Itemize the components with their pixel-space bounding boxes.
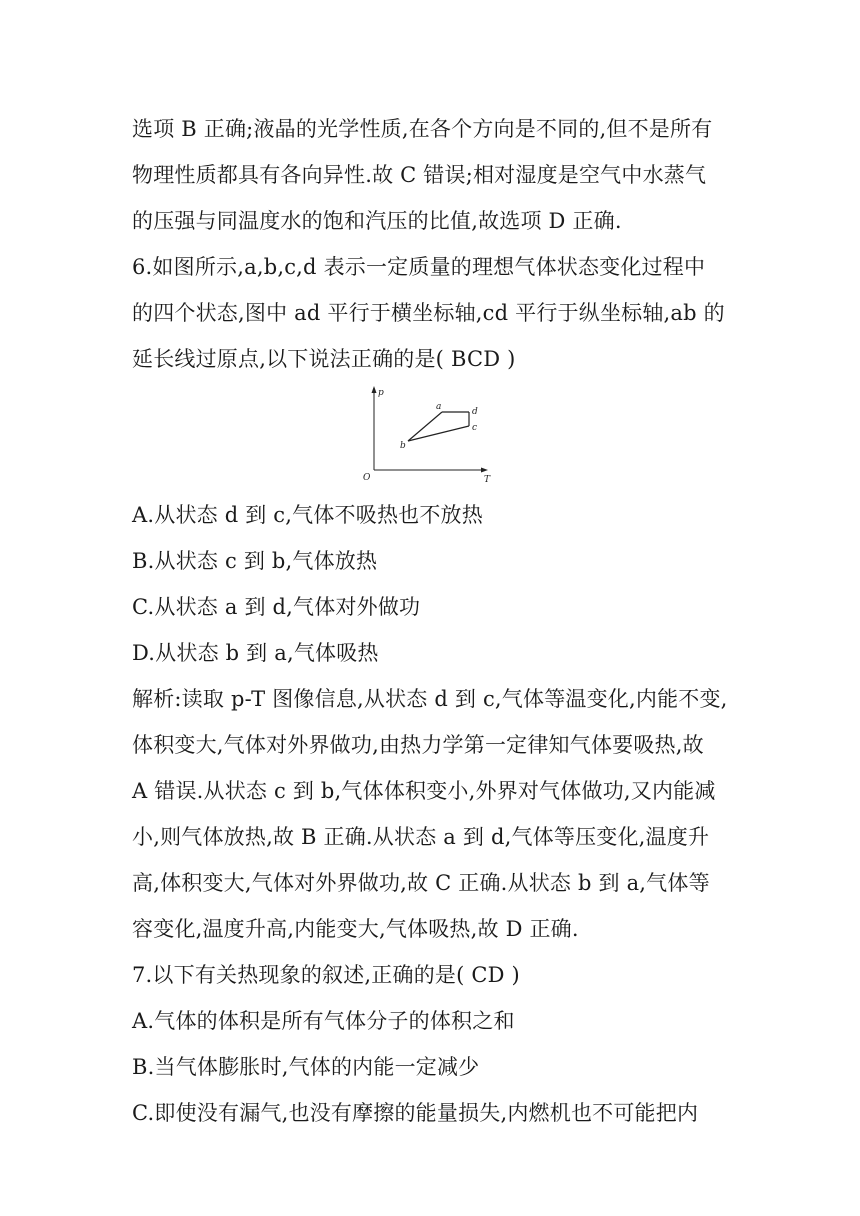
question-6-stem: 6.如图所示,a,b,c,d 表示一定质量的理想气体状态变化过程中 — [132, 255, 706, 279]
point-c-label: c — [472, 423, 478, 433]
text-line: 选项 B 正确;液晶的光学性质,在各个方向是不同的,但不是所有 — [132, 117, 713, 141]
analysis-line: 解析:读取 p-T 图像信息,从状态 d 到 c,气体等温变化,内能不变, — [132, 687, 728, 711]
t-axis-label: T — [484, 475, 491, 485]
q7-option-b: B.当气体膨胀时,气体的内能一定减少 — [132, 1055, 480, 1079]
p-axis-label: p — [378, 388, 384, 398]
analysis-line: 高,体积变大,气体对外界做功,故 C 正确.从状态 b 到 a,气体等 — [132, 871, 710, 895]
analysis-line: 容变化,温度升高,内能变大,气体吸热,故 D 正确. — [132, 917, 579, 941]
option-d: D.从状态 b 到 a,气体吸热 — [132, 641, 379, 665]
text-line: 的四个状态,图中 ad 平行于横坐标轴,cd 平行于纵坐标轴,ab 的 — [132, 301, 725, 325]
text-line: 延长线过原点,以下说法正确的是( BCD ) — [132, 347, 516, 371]
t-axis-arrow-icon — [481, 468, 488, 473]
point-b-label: b — [400, 441, 406, 451]
q7-option-c: C.即使没有漏气,也没有摩擦的能量损失,内燃机也不可能把内 — [132, 1101, 699, 1125]
q7-option-a: A.气体的体积是所有气体分子的体积之和 — [132, 1009, 515, 1033]
question-7-stem: 7.以下有关热现象的叙述,正确的是( CD ) — [132, 963, 520, 987]
option-a: A.从状态 d 到 c,气体不吸热也不放热 — [132, 503, 483, 527]
point-a-label: a — [436, 402, 442, 412]
document-page — [132, 106, 742, 1136]
analysis-line: 体积变大,气体对外界做功,由热力学第一定律知气体要吸热,故 — [132, 733, 704, 757]
analysis-line: A 错误.从状态 c 到 b,气体体积变小,外界对气体做功,又内能减 — [132, 779, 716, 803]
p-t-diagram — [132, 382, 742, 492]
text-line: 物理性质都具有各向异性.故 C 错误;相对湿度是空气中水蒸气 — [132, 163, 707, 187]
p-t-graph — [362, 386, 492, 486]
option-b: B.从状态 c 到 b,气体放热 — [132, 549, 378, 573]
point-d-label: d — [472, 407, 478, 417]
option-c: C.从状态 a 到 d,气体对外做功 — [132, 595, 421, 619]
p-axis-arrow-icon — [372, 386, 377, 393]
analysis-line: 小,则气体放热,故 B 正确.从状态 a 到 d,气体等压变化,温度升 — [132, 825, 710, 849]
origin-label: O — [363, 473, 371, 483]
text-line: 的压强与同温度水的饱和汽压的比值,故选项 D 正确. — [132, 209, 622, 233]
